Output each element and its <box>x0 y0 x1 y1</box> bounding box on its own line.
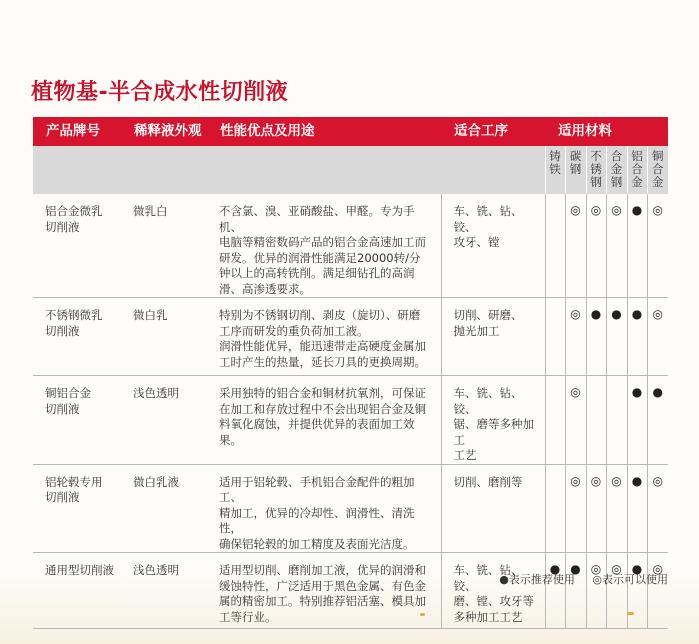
suitability-mark: ◎ <box>647 464 668 553</box>
features-cell: 特别为不锈钢切削、剥皮（旋切）、研磨 工序而研发的重负荷加工液。 润滑性能优异，能迅速带走高硬度金属加 工时产生的热量，延长刀具的更换周期。 <box>207 298 441 376</box>
suitability-mark: ◎ <box>565 194 586 298</box>
product-cell: 铝轮毂专用 切削液 <box>33 464 121 553</box>
suitability-mark: ◎ <box>565 298 586 376</box>
suitability-mark: ● <box>627 376 647 465</box>
product-cell: 铝合金微乳 切削液 <box>33 194 121 298</box>
suitability-mark: ◎ <box>586 194 606 298</box>
process-cell: 车、铣、钻、铰、 锯、磨等多种加工 工艺 <box>441 376 545 465</box>
appearance-cell: 微白乳 <box>121 298 207 376</box>
suitability-mark: ◎ <box>606 553 627 629</box>
suitability-mark: ◎ <box>647 553 668 629</box>
material-header-row <box>33 146 668 194</box>
suitability-mark: ● <box>647 376 668 465</box>
decorative-dot <box>420 613 425 616</box>
product-cell: 通用型切削液 <box>33 553 121 629</box>
table-row <box>33 194 668 298</box>
header-process: 适合工序 <box>441 117 545 146</box>
legend <box>485 571 668 587</box>
table-row <box>33 553 668 629</box>
process-cell: 车、铣、钻、铰、 攻牙、镗 <box>441 194 545 298</box>
suitability-mark: ● <box>545 553 565 629</box>
page-title: 植物基-半合成水性切削液 <box>31 80 289 105</box>
appearance-cell: 浅色透明 <box>121 376 207 465</box>
suitability-mark: ◎ <box>586 464 606 553</box>
suitability-mark: ◎ <box>606 464 627 553</box>
features-cell: 适用于铝轮毂、手机铝合金配件的粗加工、 精加工，优异的冷却性、润滑性、清洗性， 确保铝轮毂的加工精度及表面光洁度。 <box>207 464 441 553</box>
appearance-cell: 浅色透明 <box>121 553 207 629</box>
suitability-mark <box>545 376 565 465</box>
legend-recommended: ●表示推荐使用 <box>499 573 575 586</box>
suitability-mark <box>586 376 606 465</box>
material-aluminum-alloy: 铝 合 金 <box>627 146 647 194</box>
material-cast-iron: 铸 铁 <box>545 146 565 194</box>
table-header-row <box>33 117 668 146</box>
product-spec-table <box>33 117 668 629</box>
material-copper-alloy: 铜 合 金 <box>647 146 668 194</box>
table-row <box>33 376 668 465</box>
grey-spacer <box>121 146 207 194</box>
material-stainless-steel: 不 锈 钢 <box>586 146 606 194</box>
features-cell: 采用独特的铝合金和铜材抗氧剂，可保证 在加工和存放过程中不会出现铝合金及铜 料氧化腐蚀，并提供优异的表面加工效果。 <box>207 376 441 465</box>
material-alloy-steel: 合 金 钢 <box>606 146 627 194</box>
suitability-mark: ● <box>627 194 647 298</box>
table-row <box>33 298 668 376</box>
header-appearance: 稀释液外观 <box>121 117 207 146</box>
process-cell: 切削、研磨、 抛光加工 <box>441 298 545 376</box>
suitability-mark <box>545 194 565 298</box>
table-body <box>33 194 668 629</box>
header-materials: 适用材料 <box>545 117 668 146</box>
suitability-mark: ◎ <box>647 194 668 298</box>
suitability-mark: ● <box>627 553 647 629</box>
grey-spacer <box>207 146 441 194</box>
grey-spacer <box>441 146 545 194</box>
suitability-mark: ◎ <box>565 376 586 465</box>
suitability-mark <box>545 464 565 553</box>
suitability-mark: ◎ <box>647 298 668 376</box>
decorative-dot <box>627 612 634 615</box>
appearance-cell: 微乳白 <box>121 194 207 298</box>
suitability-mark: ◎ <box>565 464 586 553</box>
appearance-cell: 微白乳液 <box>121 464 207 553</box>
suitability-mark: ● <box>606 298 627 376</box>
header-product: 产品牌号 <box>33 117 121 146</box>
suitability-mark: ● <box>565 553 586 629</box>
suitability-mark: ● <box>627 464 647 553</box>
suitability-mark: ● <box>627 298 647 376</box>
suitability-mark <box>606 376 627 465</box>
legend-usable: ◎表示可以使用 <box>592 573 668 586</box>
grey-spacer <box>33 146 121 194</box>
material-carbon-steel: 碳 钢 <box>565 146 586 194</box>
suitability-mark: ◎ <box>586 553 606 629</box>
suitability-mark <box>545 298 565 376</box>
features-cell: 不含氯、溴、亚硝酸盐、甲醛。专为手机、 电脑等精密数码产品的铝合金高速加工而 研发。优异的润滑性能满足20000转/分 钟以上的高转铣削。满足细钻孔的高润 滑、高渗透要求。 <box>207 194 441 298</box>
features-cell: 适用型切削、磨削加工液，优异的润滑和 缓蚀特性，广泛适用于黑色金属、有色金 属的精密加工。特别推荐铝活塞、模具加 工等行业。 <box>207 553 441 629</box>
suitability-mark: ● <box>586 298 606 376</box>
header-features: 性能优点及用途 <box>207 117 441 146</box>
product-cell: 铜铝合金 切削液 <box>33 376 121 465</box>
process-cell: 车、铣、钻、铰、 磨、镗、攻牙等 多种加工工艺 <box>441 553 545 629</box>
suitability-mark: ◎ <box>606 194 627 298</box>
product-cell: 不锈钢微乳 切削液 <box>33 298 121 376</box>
process-cell: 切削、磨削等 <box>441 464 545 553</box>
table-row <box>33 464 668 553</box>
